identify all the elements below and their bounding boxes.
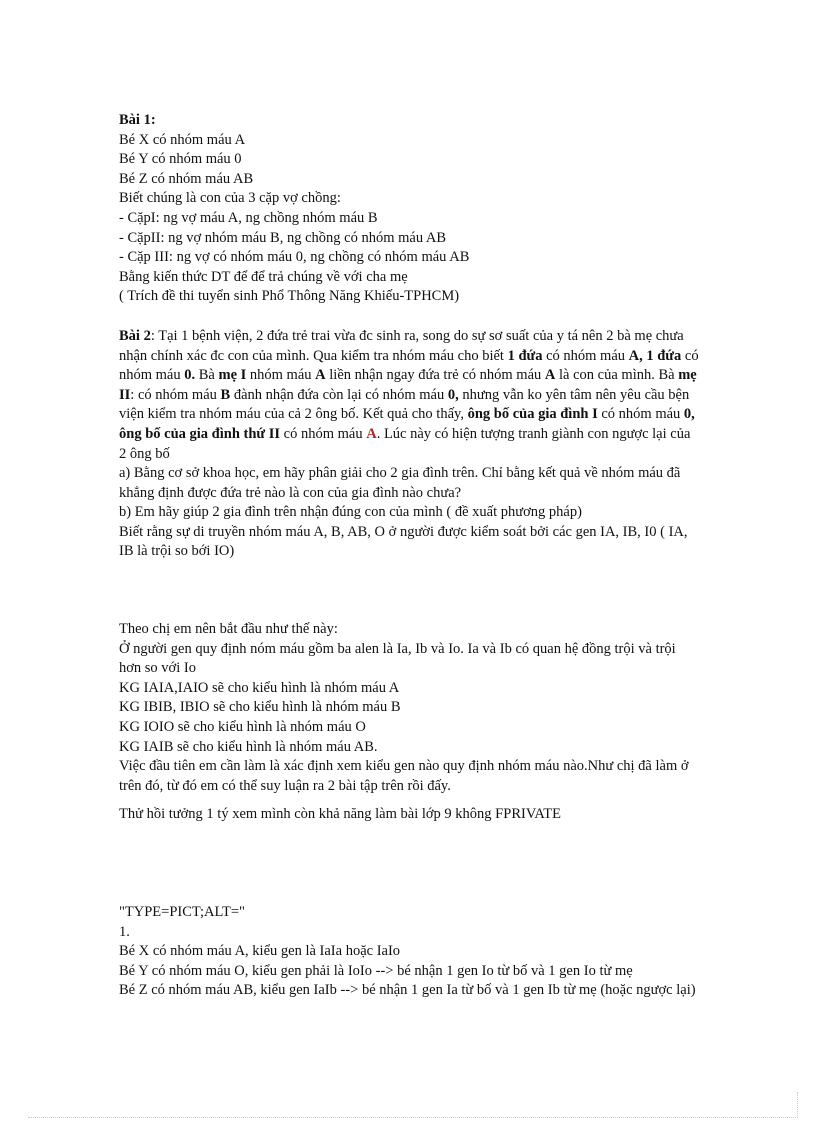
answer-line: 1. (119, 923, 130, 940)
bai2-question-a: a) Bằng cơ sở khoa học, em hãy phân giải cho 2 gia đình trên. Chỉ bằng kết quả về nhóm máu đã khẳng định được đứa trẻ nào là con của gia đình nào chưa? (119, 465, 681, 501)
bai2-label: Bài 2 (119, 327, 151, 344)
bai1-line: Bé Z có nhóm máu AB (119, 170, 254, 187)
answer-line: Bé Y có nhóm máu O, kiểu gen phải là IoIo --> bé nhận 1 gen Io từ bố và 1 gen Io từ mẹ (119, 962, 633, 979)
bai1-line: - CặpII: ng vợ nhóm máu B, ng chồng có nhóm máu AB (119, 229, 447, 246)
bai1-line: Bé X có nhóm máu A (119, 131, 246, 148)
highlight-red: A (366, 425, 377, 442)
guide-line: KG IAIB sẽ cho kiểu hình là nhóm máu AB. (119, 738, 378, 755)
bai2-note: Biết rằng sự di truyền nhóm máu A, B, AB, O ở người được kiểm soát bởi các gen IA, IB, I0 ( IA, IB là trội so bới IO) (119, 523, 688, 560)
guide-closing: Thử hồi tưởng 1 tý xem mình còn khả năng làm bài lớp 9 không FPRIVATE (119, 806, 561, 823)
answer-line: "TYPE=PICT;ALT=" (119, 904, 245, 920)
bai1-title: Bài 1: (119, 112, 156, 128)
bai2-paragraph: Bài 2: Tại 1 bệnh viện, 2 đứa trẻ trai vừa đc sinh ra, song do sự sơ suất của y tá nên 2 bà mẹ chưa nhận chính xác đc con của mình. Qua kiểm tra nhóm máu cho biết 1 đứa có nhóm máu A, 1 đứa có nhóm máu 0. Bà mẹ I nhóm máu A liền nhận ngay đứa trẻ có nhóm máu A là con của mình. Bà mẹ II: có nhóm máu B đành nhận đứa còn lại có nhóm máu 0, nhưng vẫn ko yên tâm nên yêu cầu bện viện kiểm tra nhóm máu của cả 2 ông bố. Kết quả cho thấy, ông bố của gia đình I có nhóm máu 0, ông bố của gia đình thứ II có nhóm máu A. Lúc này có hiện tượng tranh giành con ngược lại của 2 ông bố (119, 327, 699, 462)
guide-line: Theo chị em nên bắt đầu như thế này: (119, 621, 338, 638)
guide-line: KG IOIO sẽ cho kiểu hình là nhóm máu O (119, 719, 366, 736)
document-body (119, 111, 699, 1001)
bai1-line: Bằng kiến thức DT để để trả chúng về với cha mẹ (119, 268, 408, 285)
guide-line: KG IAIA,IAIO sẽ cho kiểu hình là nhóm máu A (119, 679, 400, 696)
page-edge-guide (797, 1092, 798, 1118)
guide-line: KG IBIB, IBIO sẽ cho kiểu hình là nhóm máu B (119, 699, 401, 716)
guide-line: Việc đầu tiên em cần làm là xác định xem kiểu gen nào quy định nhóm máu nào.Như chị đã làm ở trên đó, từ đó em có thể suy luận ra 2 bài tập trên rồi đấy. (119, 758, 689, 794)
bai1-line: Bé Y có nhóm máu 0 (119, 151, 242, 168)
page-edge-guide (28, 1117, 798, 1118)
answer-line: Bé Z có nhóm máu AB, kiểu gen IaIb --> bé nhận 1 gen Ia từ bố và 1 gen Ib từ mẹ (hoặc ngược lại) (119, 982, 696, 999)
bai1-line: - CặpI: ng vợ máu A, ng chồng nhóm máu B (119, 209, 378, 226)
guide-line: Ở người gen quy định nóm máu gồm ba alen là Ia, Ib và Io. Ia và Ib có quan hệ đồng trội và trội hơn so với Io (119, 640, 676, 677)
bai1-line: Biết chúng là con của 3 cặp vợ chồng: (119, 190, 341, 207)
bai1-source: ( Trích đề thi tuyển sinh Phổ Thông Năng Khiếu-TPHCM) (119, 288, 460, 305)
bai2-question-b: b) Em hãy giúp 2 gia đình trên nhận đúng con của mình ( đề xuất phương pháp) (119, 504, 582, 521)
bai1-line: - Cặp III: ng vợ có nhóm máu 0, ng chồng có nhóm máu AB (119, 249, 470, 266)
answer-line: Bé X có nhóm máu A, kiểu gen là IaIa hoặc IaIo (119, 943, 401, 960)
